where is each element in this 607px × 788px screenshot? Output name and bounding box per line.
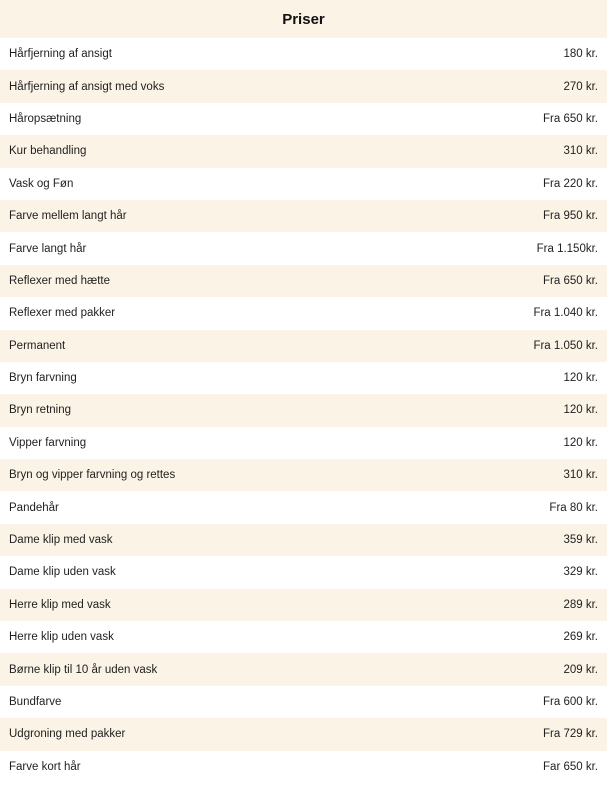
service-name: Vask og Føn xyxy=(0,168,304,200)
service-price: Fra 729 kr. xyxy=(304,718,607,750)
service-name: Herre klip med vask xyxy=(0,589,304,621)
price-row xyxy=(0,524,607,556)
price-row xyxy=(0,265,607,297)
service-price: Fra 220 kr. xyxy=(304,168,607,200)
service-price: Far 650 kr. xyxy=(304,751,607,783)
service-price: 270 kr. xyxy=(304,70,607,102)
price-row xyxy=(0,168,607,200)
price-table-body xyxy=(0,38,607,783)
price-row xyxy=(0,459,607,491)
service-price: 209 kr. xyxy=(304,653,607,685)
service-price: Fra 1.150kr. xyxy=(304,232,607,264)
service-price: Fra 650 kr. xyxy=(304,265,607,297)
service-name: Hårfjerning af ansigt xyxy=(0,38,304,70)
service-price: Fra 80 kr. xyxy=(304,491,607,523)
price-row xyxy=(0,232,607,264)
service-name: Hårfjerning af ansigt med voks xyxy=(0,70,304,102)
price-row xyxy=(0,362,607,394)
price-row xyxy=(0,718,607,750)
service-name: Reflexer med hætte xyxy=(0,265,304,297)
service-name: Herre klip uden vask xyxy=(0,621,304,653)
price-row xyxy=(0,621,607,653)
service-price: Fra 650 kr. xyxy=(304,103,607,135)
price-row xyxy=(0,556,607,588)
price-row xyxy=(0,297,607,329)
price-row xyxy=(0,427,607,459)
service-price: Fra 600 kr. xyxy=(304,686,607,718)
service-name: Børne klip til 10 år uden vask xyxy=(0,653,304,685)
price-row xyxy=(0,200,607,232)
service-name: Farve mellem langt hår xyxy=(0,200,304,232)
service-price: Fra 1.050 kr. xyxy=(304,330,607,362)
service-name: Permanent xyxy=(0,330,304,362)
price-row xyxy=(0,330,607,362)
price-row xyxy=(0,135,607,167)
service-price: 120 kr. xyxy=(304,427,607,459)
service-name: Dame klip uden vask xyxy=(0,556,304,588)
price-row xyxy=(0,653,607,685)
service-name: Udgroning med pakker xyxy=(0,718,304,750)
service-name: Pandehår xyxy=(0,491,304,523)
service-name: Bundfarve xyxy=(0,686,304,718)
service-price: 310 kr. xyxy=(304,459,607,491)
price-row xyxy=(0,103,607,135)
service-price: 310 kr. xyxy=(304,135,607,167)
service-price: 120 kr. xyxy=(304,394,607,426)
service-price: 120 kr. xyxy=(304,362,607,394)
service-name: Reflexer med pakker xyxy=(0,297,304,329)
price-table-header-row xyxy=(0,0,607,38)
service-name: Bryn farvning xyxy=(0,362,304,394)
service-price: Fra 1.040 kr. xyxy=(304,297,607,329)
price-table-title: Priser xyxy=(0,0,607,38)
service-name: Bryn og vipper farvning og rettes xyxy=(0,459,304,491)
service-price: 289 kr. xyxy=(304,589,607,621)
service-price: Fra 950 kr. xyxy=(304,200,607,232)
service-name: Kur behandling xyxy=(0,135,304,167)
service-name: Dame klip med vask xyxy=(0,524,304,556)
price-row xyxy=(0,70,607,102)
price-row xyxy=(0,751,607,783)
service-name: Håropsætning xyxy=(0,103,304,135)
service-name: Farve langt hår xyxy=(0,232,304,264)
price-row xyxy=(0,686,607,718)
service-price: 329 kr. xyxy=(304,556,607,588)
service-price: 359 kr. xyxy=(304,524,607,556)
service-name: Farve kort hår xyxy=(0,751,304,783)
service-price: 269 kr. xyxy=(304,621,607,653)
price-row xyxy=(0,491,607,523)
service-price: 180 kr. xyxy=(304,38,607,70)
price-row xyxy=(0,589,607,621)
service-name: Vipper farvning xyxy=(0,427,304,459)
price-row xyxy=(0,394,607,426)
price-row xyxy=(0,38,607,70)
service-name: Bryn retning xyxy=(0,394,304,426)
